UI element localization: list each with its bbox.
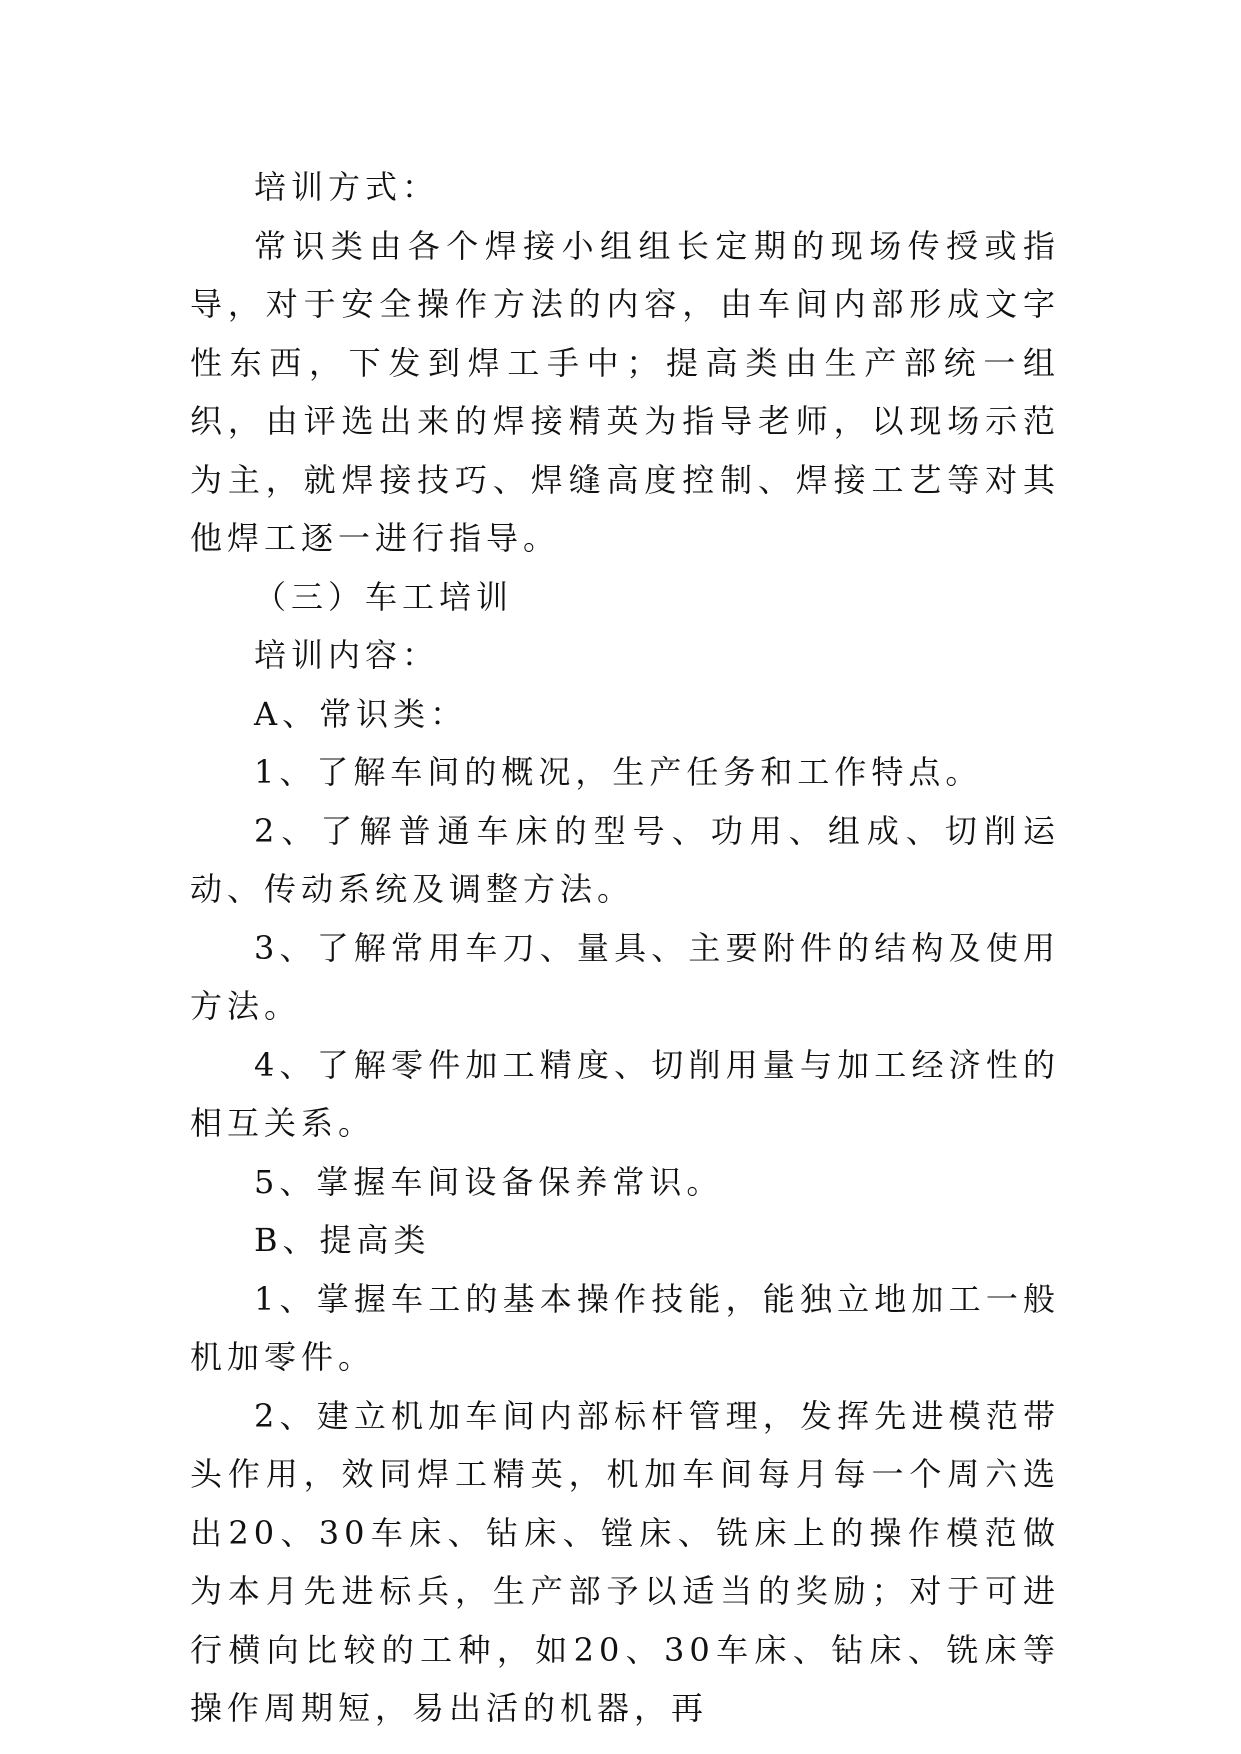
training-method-paragraph: 常识类由各个焊接小组组长定期的现场传授或指导，对于安全操作方法的内容，由车间内部形成文字性东西，下发到焊工手中；提高类由生产部统一组织，由评选出来的焊接精英为指导老师，以现场示范为主，就焊接技巧、焊缝高度控制、焊接工艺等对其他焊工逐一进行指导。 bbox=[190, 226, 1060, 557]
list-item-4: 4、了解零件加工精度、切削用量与加工经济性的相互关系。 bbox=[190, 1045, 1060, 1142]
common-knowledge-heading: A、常识类： bbox=[254, 694, 468, 733]
document-page bbox=[190, 158, 1060, 1738]
list-item-3: 3、了解常用车刀、量具、主要附件的结构及使用方法。 bbox=[190, 928, 1060, 1025]
improvement-heading: B、提高类 bbox=[254, 1221, 431, 1259]
section-heading-lathe-training: （三）车工培训 bbox=[254, 577, 514, 616]
list-item-2: 2、了解普通车床的型号、功用、组成、切削运动、传动系统及调整方法。 bbox=[190, 811, 1060, 908]
improvement-item-2: 2、建立机加车间内部标杆管理，发挥先进模范带头作用，效同焊工精英，机加车间每月每一个周六选出20、30车床、钻床、镗床、铣床上的操作模范做为本月先进标兵，生产部予以适当的奖励；对于可进行横向比较的工种，如20、30车床、钻床、铣床等操作周期短，易出活的机器，再 bbox=[190, 1396, 1060, 1727]
improvement-item-1: 1、掌握车工的基本操作技能，能独立地加工一般机加零件。 bbox=[190, 1279, 1060, 1376]
training-content-label: 培训内容： bbox=[254, 636, 440, 674]
list-item-5: 5、掌握车间设备保养常识。 bbox=[254, 1162, 724, 1201]
list-item-1: 1、了解车间的概况，生产任务和工作特点。 bbox=[254, 753, 983, 791]
training-method-label: 培训方式： bbox=[254, 168, 440, 206]
